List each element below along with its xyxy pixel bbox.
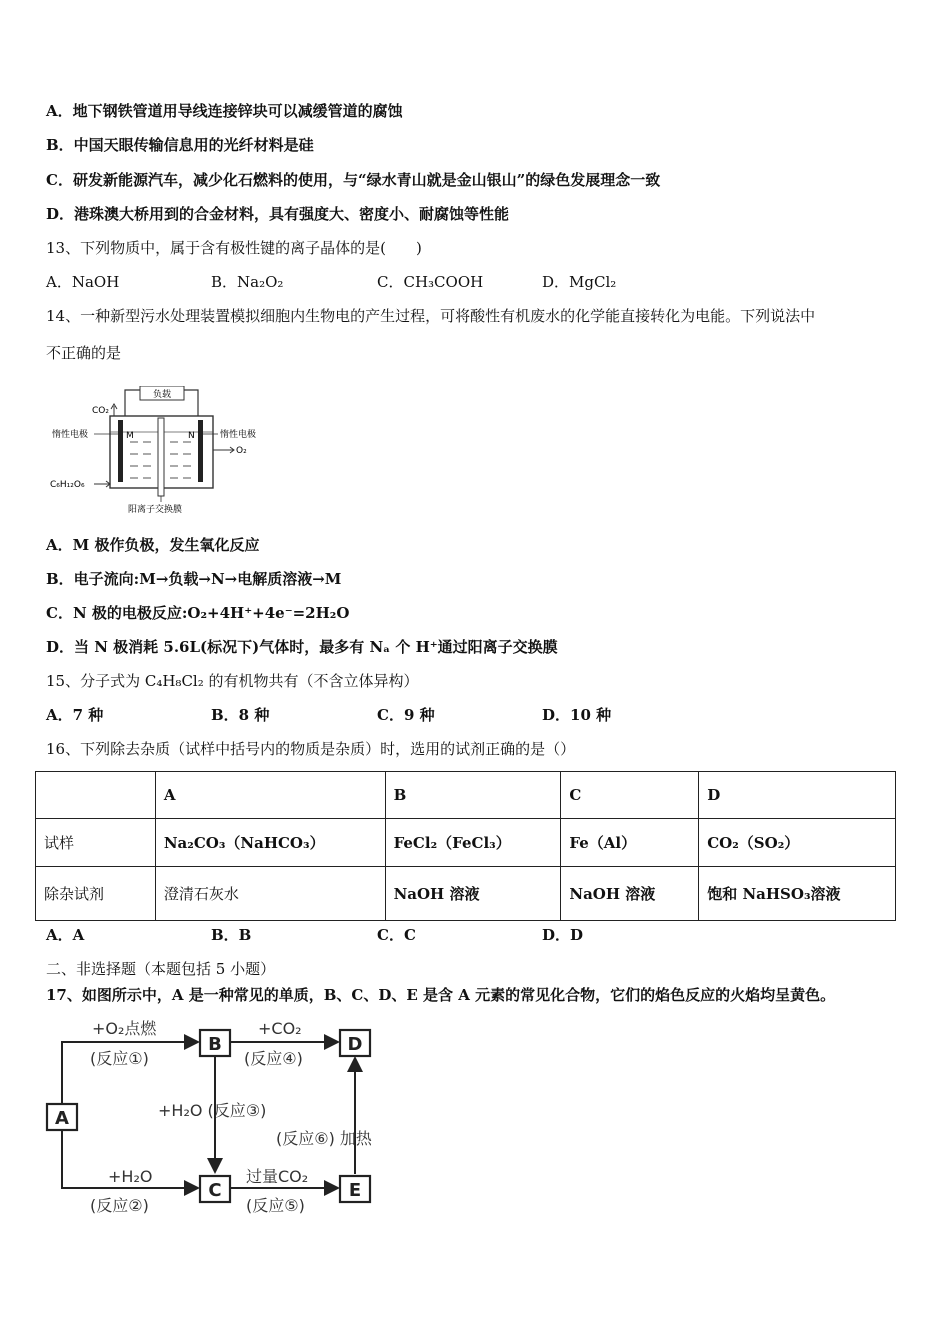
right-electrode-label: 惰性电极 — [220, 430, 257, 440]
table-header-c: C — [561, 772, 699, 819]
table-header-row — [36, 772, 896, 819]
q12-option-c: C．研发新能源汽车，减少化石燃料的使用，与“绿水青山就是金山银山”的绿色发展理念一致 — [46, 171, 661, 189]
table-cell: Fe（Al） — [561, 819, 699, 867]
q15-option-a: A．7 种 — [46, 706, 104, 724]
left-electrode-label: 惰性电极 — [52, 430, 89, 440]
reaction-5-label: (反应⑤) — [246, 1196, 305, 1215]
membrane-label: 阳离子交换膜 — [128, 505, 183, 515]
q13-option-c: C．CH₃COOH — [377, 273, 484, 291]
table-cell: 澄清石灰水 — [155, 867, 385, 921]
q14-option-b: B．电子流向:M→负载→N→电解质溶液→M — [46, 570, 342, 588]
q16-stem: 16、下列除去杂质（试样中括号内的物质是杂质）时，选用的试剂正确的是（） — [46, 740, 576, 758]
q16-option-d: D．D — [542, 926, 584, 944]
o2-label: O₂ — [236, 446, 247, 456]
table-cell: NaOH 溶液 — [561, 867, 699, 921]
q15-option-b: B．8 种 — [211, 706, 270, 724]
node-d: D — [347, 1034, 363, 1055]
node-e: E — [348, 1180, 362, 1201]
table-cell: 试样 — [36, 819, 156, 867]
table-row — [36, 867, 896, 921]
q16-option-b: B．B — [211, 926, 252, 944]
q12-option-b: B．中国天眼传输信息用的光纤材料是硅 — [46, 136, 314, 154]
table-cell — [36, 772, 156, 819]
n-label: N — [188, 431, 195, 441]
q16-option-c: C．C — [377, 926, 416, 944]
q13-option-d: D．MgCl₂ — [542, 273, 617, 291]
reaction-2-reagent: +H₂O — [108, 1167, 153, 1186]
reaction-4-label: (反应④) — [244, 1049, 303, 1068]
q15-stem: 15、分子式为 C₄H₈Cl₂ 的有机物共有（不含立体异构） — [46, 672, 419, 690]
q12-option-a: A．地下钢铁管道用导线连接锌块可以减缓管道的腐蚀 — [46, 102, 403, 120]
q14-option-a: A．M 极作负极，发生氧化反应 — [46, 536, 260, 554]
q14-option-d: D．当 N 极消耗 5.6L(标况下)气体时，最多有 Nₐ 个 H⁺通过阳离子交换膜 — [46, 638, 558, 656]
fuel-cell-figure — [48, 386, 273, 516]
node-c: C — [208, 1180, 222, 1201]
q13-option-a: A．NaOH — [46, 273, 120, 291]
q17-stem: 17、如图所示中，A 是一种常见的单质，B、C、D、E 是含 A 元素的常见化合物，它们的焰色反应的火焰均呈黄色。 — [46, 986, 836, 1004]
co2-label: CO₂ — [92, 406, 109, 416]
table-cell: 除杂试剂 — [36, 867, 156, 921]
reaction-6-label: (反应⑥) 加热 — [276, 1129, 372, 1148]
reaction-3-label: +H₂O (反应③) — [158, 1101, 267, 1120]
table-cell: NaOH 溶液 — [385, 867, 561, 921]
table-cell: 饱和 NaHSO₃溶液 — [699, 867, 896, 921]
table-cell: Na₂CO₃（NaHCO₃） — [155, 819, 385, 867]
load-label: 负载 — [152, 390, 172, 400]
q14-option-c: C．N 极的电极反应:O₂+4H⁺+4e⁻=2H₂O — [46, 604, 350, 622]
reagent-table — [35, 771, 896, 921]
q14-stem-line1: 14、一种新型污水处理装置模拟细胞内生物电的产生过程，可将酸性有机废水的化学能直接转化为电能。下列说法中 — [46, 307, 816, 325]
table-header-d: D — [699, 772, 896, 819]
q13-stem: 13、下列物质中，属于含有极性键的离子晶体的是( ) — [46, 239, 422, 257]
reaction-1-reagent: +O₂点燃 — [92, 1019, 157, 1038]
m-label: M — [126, 431, 134, 441]
reaction-5-reagent: 过量CO₂ — [246, 1167, 309, 1186]
q15-option-d: D．10 种 — [542, 706, 612, 724]
node-b: B — [208, 1034, 222, 1055]
section-title: 二、非选择题（本题包括 5 小题） — [46, 960, 276, 978]
reaction-2-label: (反应②) — [90, 1196, 149, 1215]
table-header-b: B — [385, 772, 561, 819]
q12-option-d: D．港珠澳大桥用到的合金材料，具有强度大、密度小、耐腐蚀等性能 — [46, 205, 510, 223]
q16-option-a: A．A — [46, 926, 85, 944]
table-cell: FeCl₂（FeCl₃） — [385, 819, 561, 867]
node-a: A — [55, 1108, 69, 1129]
reaction-1-label: (反应①) — [90, 1049, 149, 1068]
q13-option-b: B．Na₂O₂ — [211, 273, 284, 291]
table-row — [36, 819, 896, 867]
reaction-4-reagent: +CO₂ — [258, 1019, 302, 1038]
reaction-diagram — [40, 1012, 420, 1222]
q15-option-c: C．9 种 — [377, 706, 435, 724]
table-cell: CO₂（SO₂） — [699, 819, 896, 867]
q14-stem-line2: 不正确的是 — [46, 344, 122, 362]
glucose-label: C₆H₁₂O₆ — [50, 480, 85, 490]
table-header-a: A — [155, 772, 385, 819]
